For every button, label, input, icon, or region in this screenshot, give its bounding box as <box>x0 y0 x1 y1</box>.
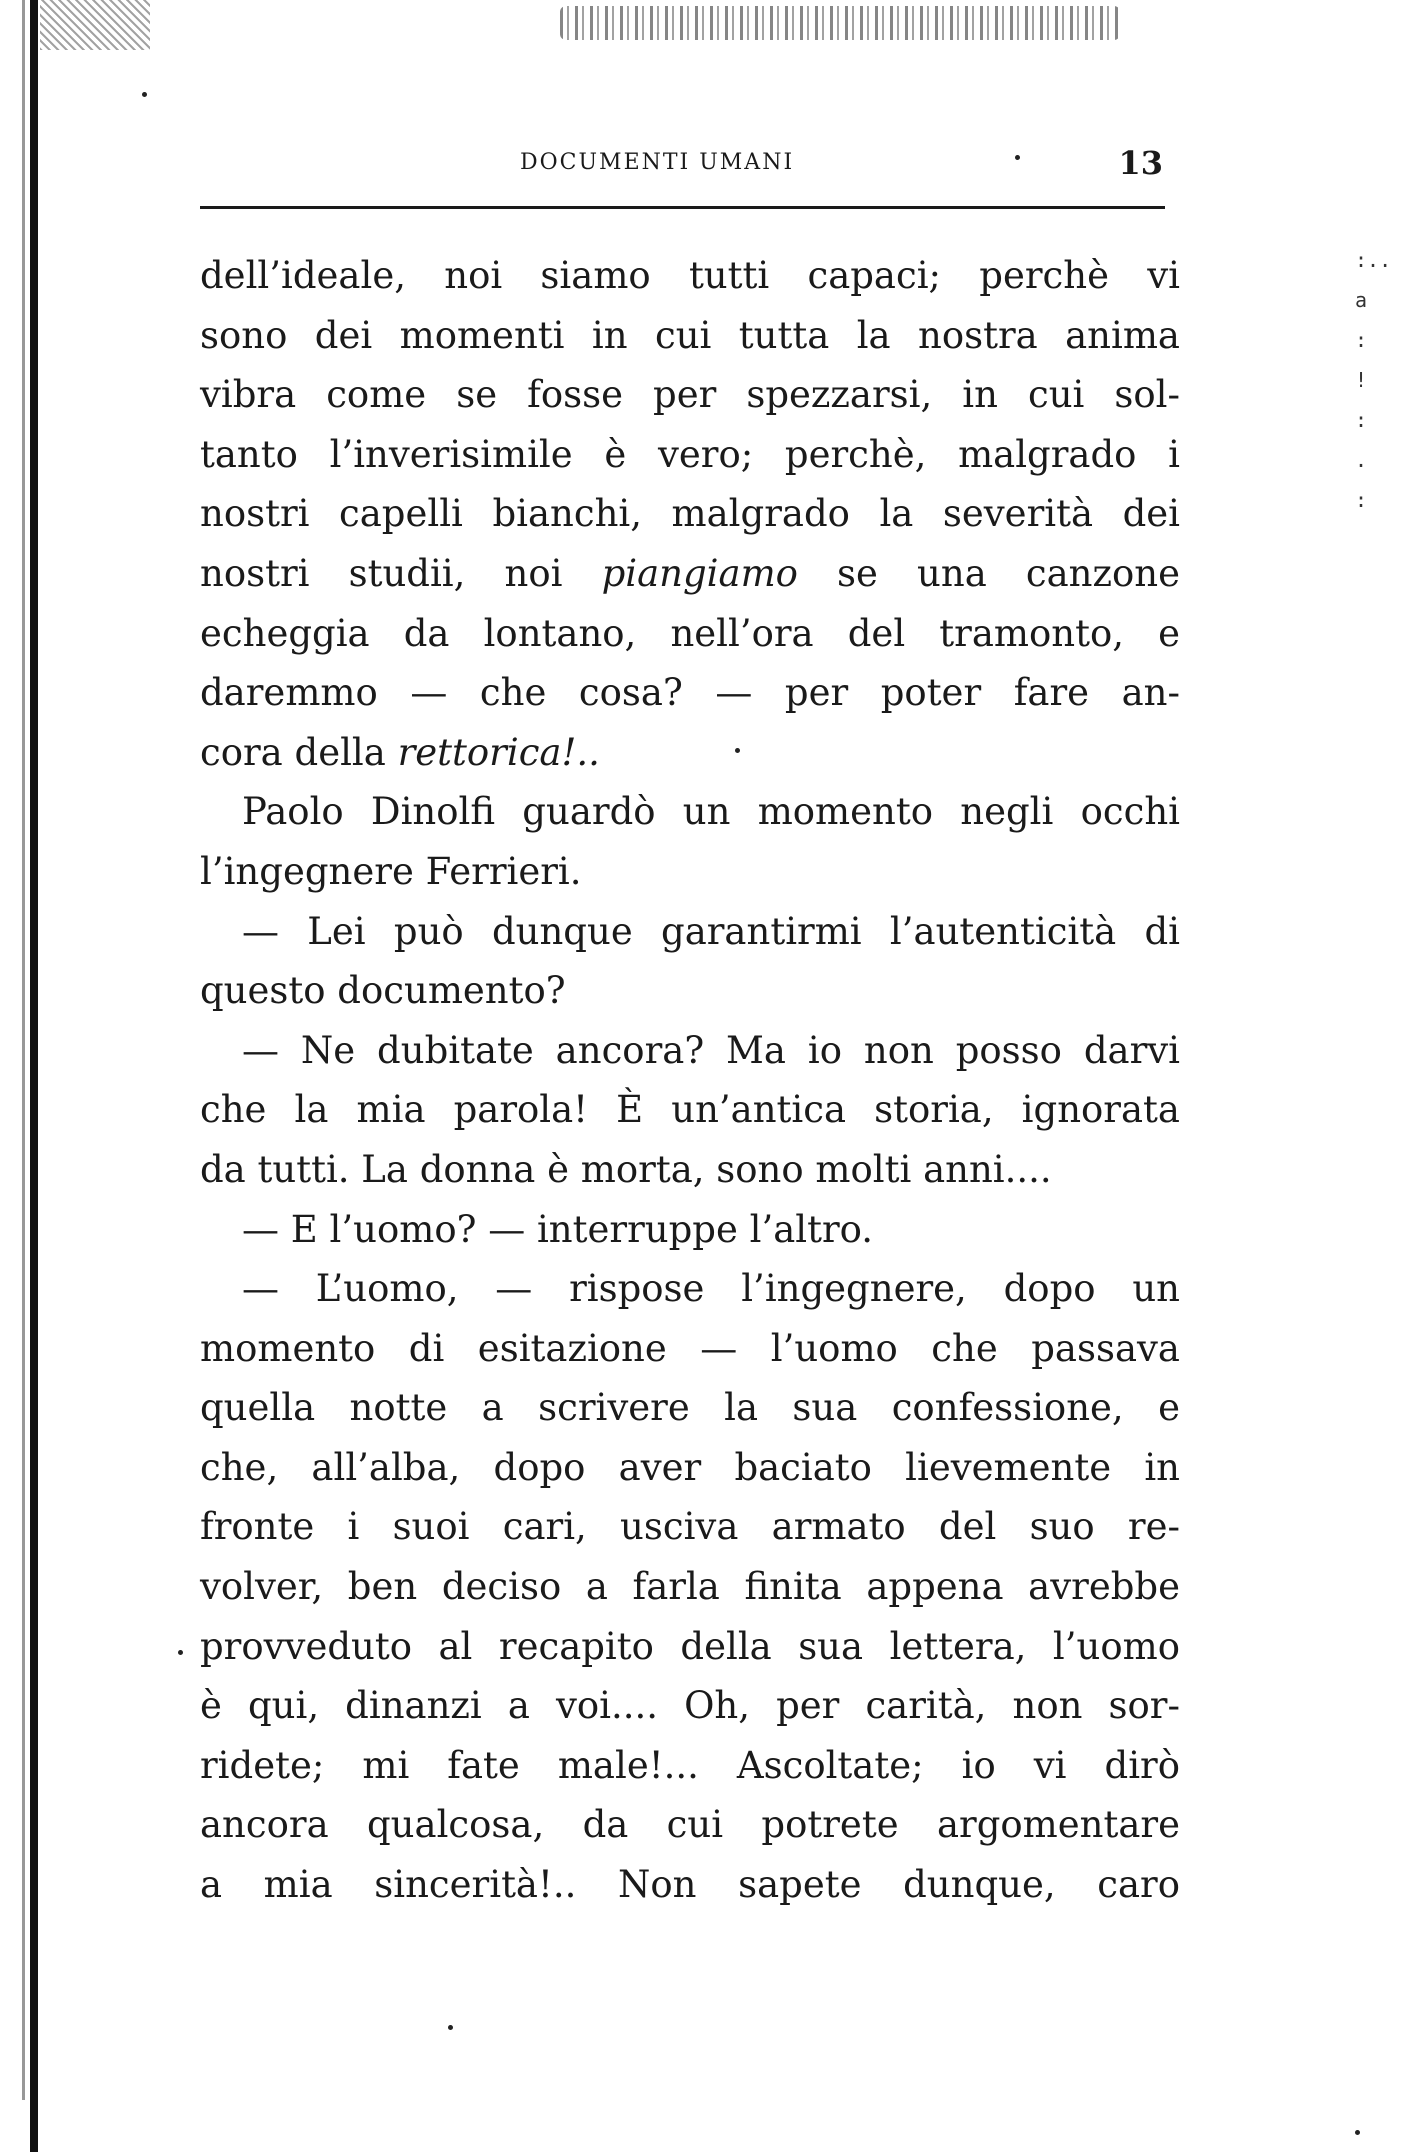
body-text <box>200 246 1180 1915</box>
text-line: quella notte a scrivere la sua confessione, e <box>200 1386 1180 1430</box>
margin-mark: . : <box>1355 448 1368 512</box>
text-line: — L’uomo, — rispose l’ingegnere, dopo un <box>242 1267 1180 1311</box>
italic-word: piangiamo <box>601 551 798 595</box>
text-line: — Ne dubitate ancora? Ma io non posso darvi <box>242 1028 1180 1072</box>
text-line: da tutti. La donna è morta, sono molti anni.... <box>200 1147 1052 1191</box>
scan-speck <box>448 2025 453 2030</box>
text-line: Paolo Dinolfi guardò un momento negli occhi <box>242 790 1180 834</box>
margin-mark: : <box>1355 328 1368 352</box>
text-line: l’ingegnere Ferrieri. <box>200 849 582 893</box>
text-line: provveduto al recapito della sua lettera, l’uomo <box>200 1624 1180 1668</box>
paragraph <box>200 1200 1180 1260</box>
page-number: 13 <box>1118 144 1163 182</box>
scan-noise-top <box>560 6 1120 40</box>
spine-shadow <box>22 0 25 2100</box>
margin-mark: :.. <box>1355 248 1392 272</box>
paragraph <box>200 1021 1180 1200</box>
text-line: che la mia parola! È un’antica storia, ignorata <box>200 1088 1180 1132</box>
text-run: cora della <box>200 730 398 774</box>
text-line: questo documento? <box>200 969 566 1013</box>
scan-noise-corner <box>40 0 150 50</box>
scan-speck <box>178 1650 183 1655</box>
margin-mark: a <box>1355 288 1368 312</box>
text-line: fronte i suoi cari, usciva armato del suo re- <box>200 1505 1180 1549</box>
paragraph <box>200 246 1180 782</box>
text-line: nostri capelli bianchi, malgrado la severità dei <box>200 492 1180 536</box>
text-line: — Lei può dunque garantirmi l’autenticità di <box>242 909 1180 953</box>
text-line: dell’ideale, noi siamo tutti capaci; perchè vi <box>200 254 1180 297</box>
page-spine-edge <box>30 0 38 2152</box>
text-line: momento di esitazione — l’uomo che passava <box>200 1326 1180 1370</box>
text-line: è qui, dinanzi a voi.... Oh, per carità, non sor- <box>200 1684 1180 1728</box>
text-line: vibra come se fosse per spezzarsi, in cui sol- <box>200 373 1180 417</box>
text-line: volver, ben deciso a farla finita appena avrebbe <box>200 1565 1180 1609</box>
text-line: sono dei momenti in cui tutta la nostra anima <box>200 313 1180 357</box>
text-line: daremmo — che cosa? — per poter fare an- <box>200 671 1180 715</box>
margin-bleed-marks <box>1355 240 1392 540</box>
margin-mark: ! <box>1355 368 1368 392</box>
scan-speck <box>1355 2130 1360 2135</box>
text-line: — E l’uomo? — interruppe l’altro. <box>242 1207 874 1251</box>
text-line: ridete; mi fate male!... Ascoltate; io vi dirò <box>200 1743 1180 1787</box>
italic-word: rettorica!.. <box>397 730 600 774</box>
text-run: se una canzone <box>797 551 1180 595</box>
text-line <box>200 723 1180 783</box>
paragraph <box>200 782 1180 901</box>
text-line: tanto l’inverisimile è vero; perchè, malgrado i <box>200 432 1180 476</box>
page-header <box>200 144 1175 194</box>
paragraph <box>200 1259 1180 1915</box>
text-line: a mia sincerità!.. Non sapete dunque, caro <box>200 1863 1180 1907</box>
text-line: ancora qualcosa, da cui potrete argomentare <box>200 1803 1180 1847</box>
scan-speck <box>142 92 147 97</box>
running-head: DOCUMENTI UMANI <box>520 150 795 175</box>
paragraph <box>200 902 1180 1021</box>
margin-mark: : <box>1355 408 1368 432</box>
header-rule <box>200 206 1165 209</box>
text-line: che, all’alba, dopo aver baciato lievemente in <box>200 1445 1180 1489</box>
text-line <box>200 544 1180 604</box>
text-run: nostri studii, noi <box>200 551 602 595</box>
text-line: echeggia da lontano, nell’ora del tramonto, e <box>200 611 1180 655</box>
